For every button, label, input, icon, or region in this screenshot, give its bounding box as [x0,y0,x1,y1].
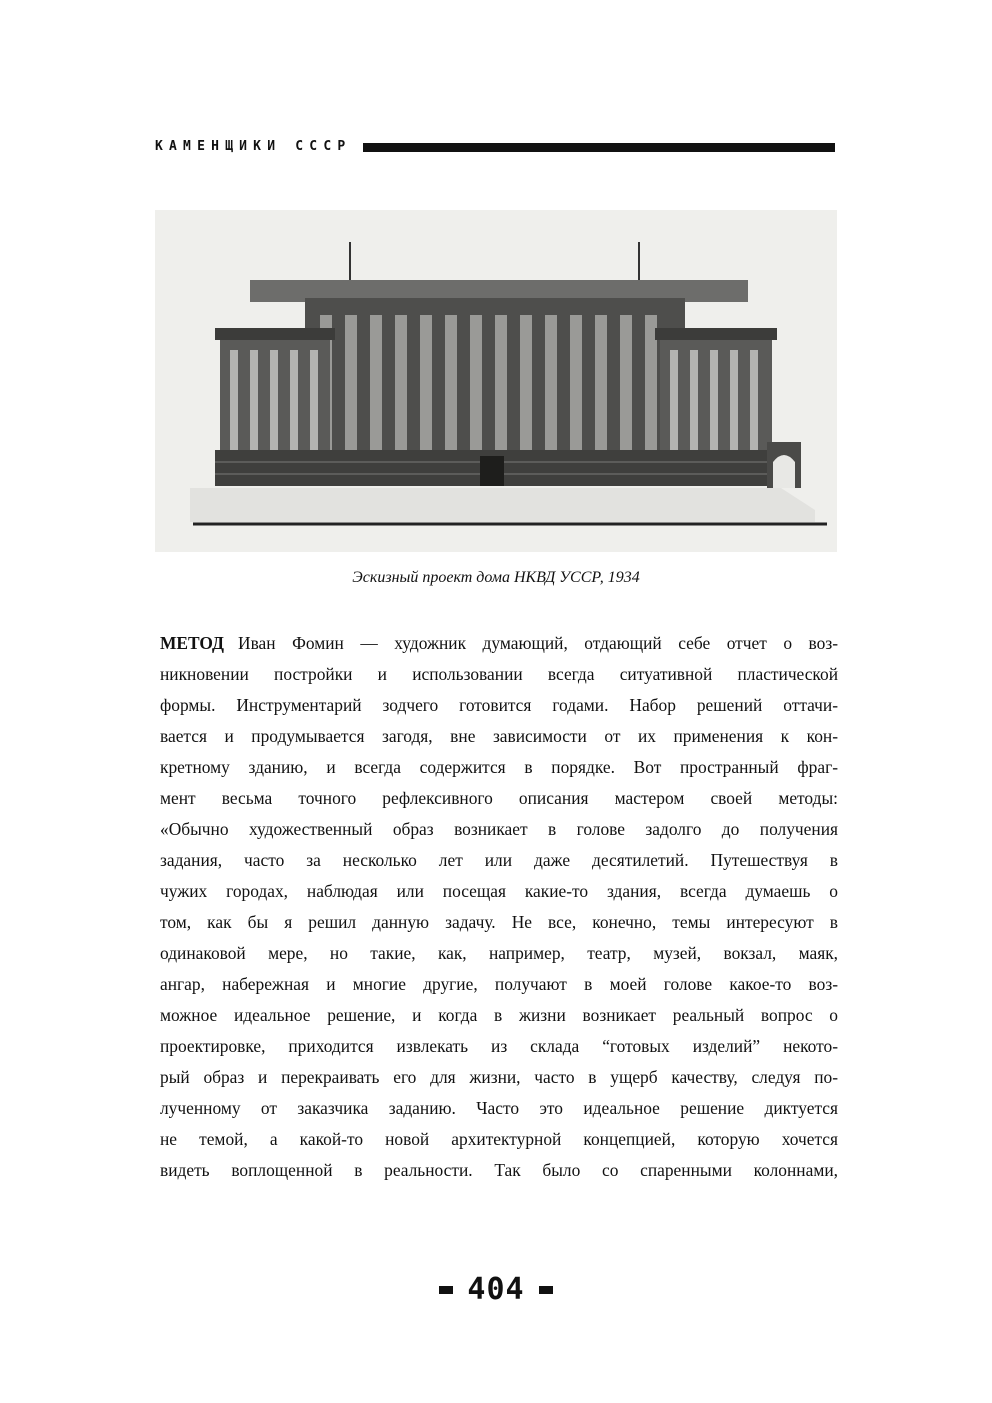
text-line: лученному от заказчика заданию. Часто это идеальное решение диктуется [160,1098,838,1118]
text-line: «Обычно художественный образ возникает в голове задолго до получения [160,819,838,839]
text-line: МЕТОД Иван Фомин — художник думающий, отдающий себе отчет о воз- [160,633,838,653]
page-number: 404 [467,1272,525,1307]
text-line: одинаковой мере, но такие, как, например, театр, музей, вокзал, маяк, [160,943,838,963]
text-line: чужих городах, наблюдая или посещая какие-то здания, всегда думаешь о [160,881,838,901]
text-line: вается и продумывается загодя, вне зависимости от их применения к кон- [160,726,838,746]
running-title: КАМЕНЩИКИ СССР [155,139,352,154]
text-line: кретному зданию, и всегда содержится в порядке. Вот пространный фраг- [160,757,838,777]
text-line: проектировке, приходится извлекать из склада “готовых изделий” некото- [160,1036,838,1056]
text-line: видеть воплощенной в реальности. Так было со спаренными колоннами, [160,1160,838,1180]
page-number-dash-left [439,1286,453,1294]
text-line: задания, часто за несколько лет или даже десятилетий. Путешествуя в [160,850,838,870]
section-lead: МЕТОД [160,633,225,653]
building-illustration [155,210,837,552]
body-text [160,628,838,1186]
figure-caption: Эскизный проект дома НКВД УССР, 1934 [352,569,640,586]
page-number-dash-right [539,1286,553,1294]
text-line: формы. Инструментарий зодчего готовится годами. Набор решений оттачи- [160,695,838,715]
text-line: ангар, набережная и многие другие, получают в моей голове какое-то воз- [160,974,838,994]
page-footer [0,1272,992,1307]
text-line: никновении постройки и использовании всегда ситуативной пластической [160,664,838,684]
text-line: мент весьма точного рефлексивного описания мастером своей методы: [160,788,838,808]
text-line: рый образ и перекраивать его для жизни, часто в ущерб качеству, следуя по- [160,1067,838,1087]
header-rule [363,143,835,152]
text-line: не темой, а какой-то новой архитектурной концепцией, которую хочется [160,1129,838,1149]
running-header [155,137,835,157]
text-line: том, как бы я решил данную задачу. Не все, конечно, темы интересуют в [160,912,838,932]
text-line: можное идеальное решение, и когда в жизни возникает реальный вопрос о [160,1005,838,1025]
